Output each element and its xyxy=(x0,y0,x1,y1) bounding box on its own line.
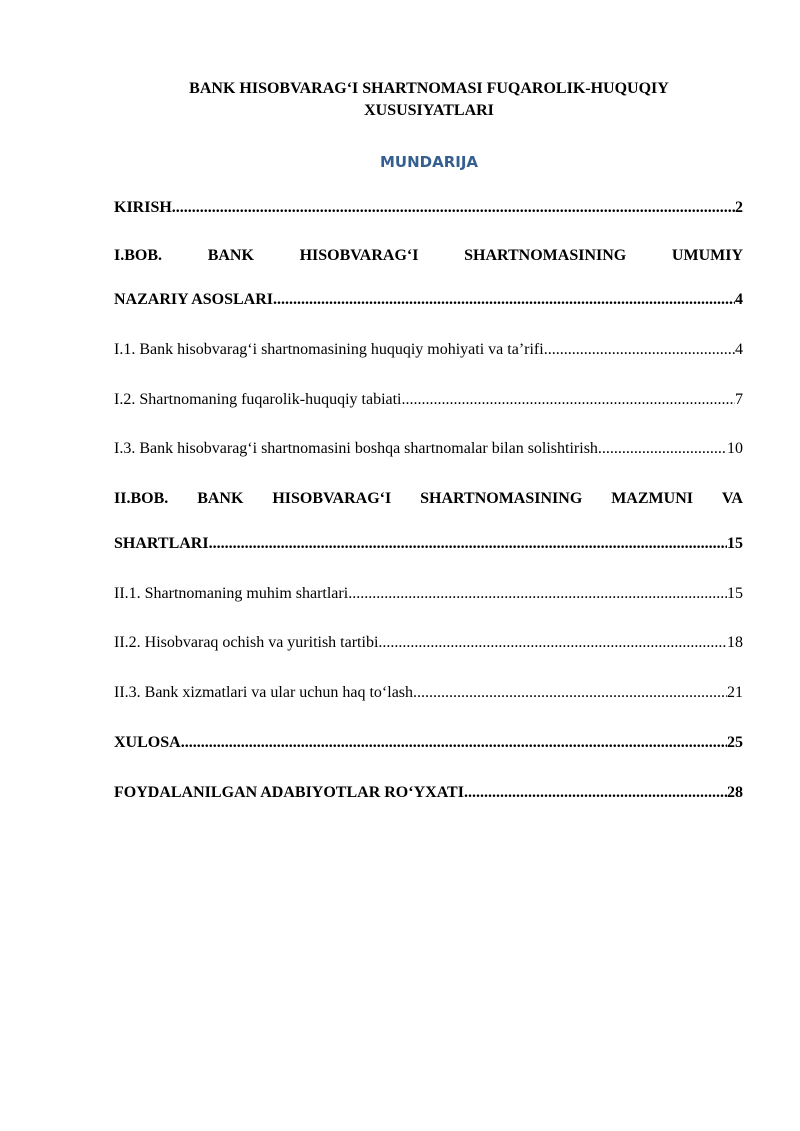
toc-page-number: 25 xyxy=(727,734,743,751)
toc-word: VA xyxy=(721,490,743,507)
toc-entry-section-1-3[interactable] xyxy=(114,438,743,460)
toc-entry-conclusion[interactable] xyxy=(114,732,743,754)
toc-entry-text: I.3. Bank hisobvarag‘i shartnomasini boshqa shartnomalar bilan solishtirish xyxy=(114,440,598,457)
toc-leader-dots xyxy=(348,583,727,605)
toc-page-number: 21 xyxy=(727,684,743,701)
toc-page-number: 2 xyxy=(735,199,743,216)
toc-page-number: 10 xyxy=(727,440,743,457)
toc-word: MAZMUNI xyxy=(611,490,693,507)
toc-leader-dots xyxy=(413,682,727,704)
toc-entry-section-1-1[interactable] xyxy=(114,339,743,361)
toc-entry-intro[interactable] xyxy=(114,197,743,219)
toc-leader-dots xyxy=(402,389,736,411)
toc-word: SHARTNOMASINING xyxy=(464,247,627,264)
toc-entry-chapter-2-cont[interactable] xyxy=(114,533,743,555)
toc-page-number: 15 xyxy=(727,535,743,552)
toc-page-number: 7 xyxy=(735,391,743,408)
toc-page-number: 4 xyxy=(735,341,743,358)
toc-entry-text: XULOSA xyxy=(114,734,181,751)
toc-entry-chapter-1[interactable] xyxy=(114,245,743,267)
document-title-line-1: BANK HISOBVARAG‘I SHARTNOMASI FUQAROLIK-HUQUQIY xyxy=(189,80,669,97)
toc-word: SHARTNOMASINING xyxy=(420,490,583,507)
toc-word: HISOBVARAG‘I xyxy=(272,490,392,507)
toc-leader-dots xyxy=(464,782,727,804)
toc-page-number: 28 xyxy=(727,784,743,801)
toc-entry-text: I.2. Shartnomaning fuqarolik-huquqiy tabiati xyxy=(114,391,402,408)
toc-page-number: 4 xyxy=(735,291,743,308)
toc-entry-section-2-3[interactable] xyxy=(114,682,743,704)
toc-entry-chapter-1-cont[interactable] xyxy=(114,289,743,311)
toc-entry-text: I.1. Bank hisobvarag‘i shartnomasining huquqiy mohiyati va ta’rifi xyxy=(114,341,544,358)
toc-entry-text: NAZARIY ASOSLARI xyxy=(114,291,273,308)
toc-word: UMUMIY xyxy=(671,247,743,264)
toc-leader-dots xyxy=(598,438,727,460)
toc-heading: MUNDARIJA xyxy=(379,153,479,171)
toc-page-number: 15 xyxy=(727,585,743,602)
toc-leader-dots xyxy=(209,533,727,555)
document-title-line-2: XUSUSIYATLARI xyxy=(364,102,494,119)
toc-entry-chapter-2[interactable] xyxy=(114,488,743,510)
toc-word: HISOBVARAG‘I xyxy=(299,247,419,264)
toc-word: BANK xyxy=(197,490,244,507)
toc-entry-text: KIRISH xyxy=(114,199,172,216)
toc-leader-dots xyxy=(273,289,735,311)
toc-chapter-2-line-1 xyxy=(114,488,743,510)
toc-chapter-1-line-1 xyxy=(114,245,743,267)
toc-entry-text: II.3. Bank xizmatlari va ular uchun haq to‘lash xyxy=(114,684,414,701)
toc-word: II.BOB. xyxy=(114,490,169,507)
toc-leader-dots xyxy=(544,339,735,361)
toc-entry-text: II.1. Shartnomaning muhim shartlari xyxy=(114,585,349,602)
toc-entry-text: FOYDALANILGAN ADABIYOTLAR RO‘YXATI xyxy=(114,784,464,801)
toc-entry-section-2-2[interactable] xyxy=(114,632,743,654)
toc-leader-dots xyxy=(378,632,727,654)
toc-entry-section-1-2[interactable] xyxy=(114,389,743,411)
toc-word: I.BOB. xyxy=(114,247,163,264)
toc-entry-section-2-1[interactable] xyxy=(114,583,743,605)
toc-leader-dots xyxy=(172,197,735,219)
toc-word: BANK xyxy=(207,247,254,264)
toc-entry-references[interactable] xyxy=(114,782,743,804)
toc-entry-text: SHARTLARI xyxy=(114,535,209,552)
toc-entry-text: II.2. Hisobvaraq ochish va yuritish tartibi xyxy=(114,634,379,651)
toc-page-number: 18 xyxy=(727,634,743,651)
toc-leader-dots xyxy=(181,732,727,754)
document-title xyxy=(114,78,744,122)
